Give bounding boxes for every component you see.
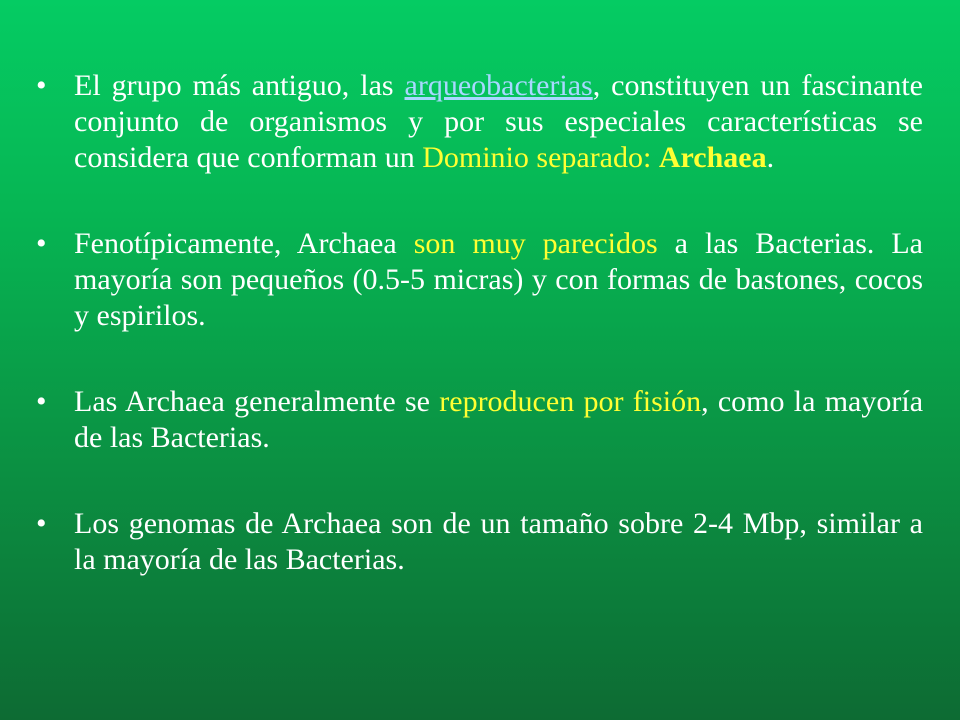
bullet-text: . bbox=[766, 141, 775, 174]
bullet-text: Fenotípicamente, Archaea bbox=[74, 227, 414, 260]
highlight-text: Dominio separado: bbox=[422, 141, 659, 174]
bullet-marker: • bbox=[36, 507, 47, 540]
bullet-text: , constituyen un fascinante conjunto de organismos y por sus especiales características se considera que conforman un bbox=[74, 69, 923, 174]
bullet-text: Las Archaea generalmente se bbox=[74, 385, 440, 418]
bullet-text: Los genomas de Archaea son de un tamaño sobre 2-4 Mbp, similar a la mayoría de las Bacterias. bbox=[74, 507, 923, 576]
bullet-marker: • bbox=[36, 69, 47, 102]
highlight-text: reproducen por fisión bbox=[439, 385, 702, 418]
bullet-text: , como la mayoría de las Bacterias. bbox=[74, 385, 924, 454]
bullet-phenotype bbox=[36, 226, 923, 334]
bullet-marker: • bbox=[36, 385, 47, 418]
archaea-bold-text: Archaea bbox=[658, 141, 767, 174]
bullet-marker: • bbox=[36, 227, 47, 260]
arqueobacterias-link[interactable]: arqueobacterias bbox=[404, 69, 593, 102]
bullet-reproduction bbox=[36, 384, 923, 456]
bullet-text: El grupo más antiguo, las bbox=[74, 69, 405, 102]
bullet-text: a las Bacterias. La mayoría son pequeños (0.5-5 micras) y con formas de bastones, cocos y espirilos. bbox=[74, 227, 923, 332]
bullet-genomes bbox=[36, 506, 923, 578]
highlight-text: son muy parecidos bbox=[413, 227, 658, 260]
bullet-archaea-domain bbox=[36, 68, 923, 176]
bullet-list bbox=[36, 68, 923, 628]
